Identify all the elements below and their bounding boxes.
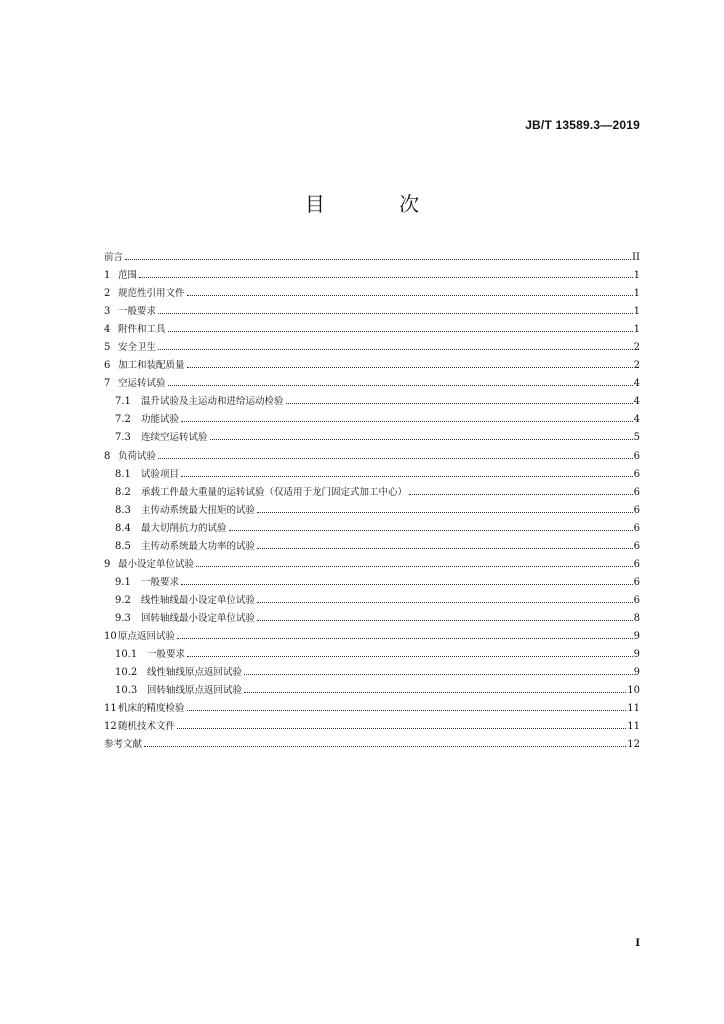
toc-entry-label: 回转轴线原点返回试验 xyxy=(147,685,243,697)
toc-entry-number: 8 xyxy=(104,450,111,462)
toc-entry-label: 温升试验及主运动和进给运动检验 xyxy=(141,396,284,408)
toc-entry-label: 线性轴线原点返回试验 xyxy=(147,667,243,679)
toc-entry-number: 8.4 xyxy=(115,522,131,534)
toc-entry-label: 随机技术文件 xyxy=(118,721,176,733)
toc-entry[interactable] xyxy=(104,574,640,592)
toc-entry-number: 10.2 xyxy=(115,667,138,679)
toc-entry-label: 试验项目 xyxy=(141,468,180,480)
toc-entry[interactable] xyxy=(104,267,640,285)
toc-entry-number: 8.2 xyxy=(115,486,131,498)
toc-dot-leader xyxy=(181,476,633,477)
toc-dot-leader xyxy=(177,638,633,639)
toc-entry[interactable] xyxy=(104,321,640,339)
toc-entry-page: 6 xyxy=(633,504,640,516)
toc-entry-number: 7.2 xyxy=(115,414,131,426)
toc-entry-label: 机床的精度检验 xyxy=(118,703,185,715)
toc-entry-page: 6 xyxy=(633,594,640,606)
toc-dot-leader xyxy=(257,512,633,513)
toc-dot-leader xyxy=(210,439,633,440)
toc-entry[interactable] xyxy=(104,285,640,303)
toc-entry-number: 7 xyxy=(104,378,111,390)
toc-entry-page: 6 xyxy=(633,468,640,480)
toc-dot-leader xyxy=(177,728,626,729)
toc-dot-leader xyxy=(286,403,633,404)
toc-entry[interactable] xyxy=(104,700,640,718)
toc-entry[interactable] xyxy=(104,375,640,393)
toc-dot-leader xyxy=(187,295,633,296)
toc-dot-leader xyxy=(187,710,627,711)
toc-entry-label: 主传动系统最大功率的试验 xyxy=(141,540,256,552)
toc-entry-label: 附件和工具 xyxy=(118,324,166,336)
toc-entry[interactable] xyxy=(104,429,640,447)
toc-entry-page: 6 xyxy=(633,450,640,462)
toc-entry-label: 功能试验 xyxy=(141,414,180,426)
toc-title: 目 次 xyxy=(304,192,454,216)
document-code: JB/T 13589.3—2019 xyxy=(525,118,640,132)
toc-entry-page: 6 xyxy=(633,522,640,534)
toc-entry-label: 参考文献 xyxy=(104,739,143,751)
toc-entry-page: 12 xyxy=(627,739,640,751)
toc-entry-label: 负荷试验 xyxy=(118,450,157,462)
toc-entry-label: 安全卫生 xyxy=(118,342,157,354)
toc-entry[interactable] xyxy=(104,466,640,484)
toc-entry-label: 最大切削抗力的试验 xyxy=(141,522,227,534)
toc-entry-label: 连续空运转试验 xyxy=(141,432,208,444)
toc-dot-leader xyxy=(187,367,633,368)
toc-entry-label: 范围 xyxy=(118,270,138,282)
toc-dot-leader xyxy=(144,746,626,747)
toc-entry[interactable] xyxy=(104,339,640,357)
toc-entry-number: 9.3 xyxy=(115,612,131,624)
toc-entry-number: 6 xyxy=(104,360,111,372)
toc-dot-leader xyxy=(257,548,633,549)
toc-entry-label: 规范性引用文件 xyxy=(118,288,185,300)
toc-entry[interactable] xyxy=(104,682,640,700)
toc-entry[interactable] xyxy=(104,448,640,466)
toc-entry-page: 6 xyxy=(633,486,640,498)
toc-entry-number: 9.2 xyxy=(115,594,131,606)
toc-entry-label: 一般要求 xyxy=(147,649,186,661)
toc-entry-page: 1 xyxy=(633,324,640,336)
toc-entry-label: 前言 xyxy=(104,252,124,263)
toc-entry-number: 7.1 xyxy=(115,396,131,408)
toc-entry-page: 1 xyxy=(633,306,640,318)
toc-entry-number: 9.1 xyxy=(115,576,131,588)
toc-entry-number: 8.3 xyxy=(115,504,131,516)
toc-entry-label: 回转轴线最小设定单位试验 xyxy=(141,612,256,624)
toc-entry[interactable] xyxy=(104,520,640,538)
toc-dot-leader xyxy=(158,313,633,314)
toc-entry-label: 一般要求 xyxy=(118,306,157,318)
toc-entry-number: 1 xyxy=(104,270,111,282)
toc-entry-page: 4 xyxy=(633,414,640,426)
toc-entry-number: 7.3 xyxy=(115,432,131,444)
table-of-contents xyxy=(104,249,640,754)
toc-entry[interactable] xyxy=(104,646,640,664)
toc-dot-leader xyxy=(139,277,633,278)
toc-entry-page: 2 xyxy=(633,342,640,354)
toc-entry[interactable] xyxy=(104,736,640,754)
toc-entry-number: 11 xyxy=(104,703,117,715)
toc-entry-page: 5 xyxy=(633,432,640,444)
toc-entry-label: 空运转试验 xyxy=(118,378,166,390)
toc-dot-leader xyxy=(244,692,626,693)
toc-entry-page: 8 xyxy=(633,612,640,624)
toc-entry-label: 最小设定单位试验 xyxy=(118,558,195,570)
toc-entry[interactable] xyxy=(104,556,640,574)
toc-entry-label: 原点返回试验 xyxy=(118,630,176,642)
toc-entry[interactable] xyxy=(104,538,640,556)
toc-entry[interactable] xyxy=(104,610,640,628)
toc-dot-leader xyxy=(257,620,633,621)
toc-entry[interactable] xyxy=(104,502,640,520)
toc-entry-label: 加工和装配质量 xyxy=(118,360,185,372)
toc-entry-number: 2 xyxy=(104,288,111,300)
toc-entry-number: 8.5 xyxy=(115,540,131,552)
toc-entry-page: 6 xyxy=(633,558,640,570)
page-number: I xyxy=(635,938,640,949)
toc-entry-number: 10.1 xyxy=(115,649,138,661)
toc-entry[interactable] xyxy=(104,249,640,267)
toc-entry-label: 一般要求 xyxy=(141,576,180,588)
toc-entry-page: 11 xyxy=(627,703,640,715)
toc-dot-leader xyxy=(229,530,633,531)
toc-entry-number: 5 xyxy=(104,342,111,354)
toc-dot-leader xyxy=(244,674,633,675)
toc-dot-leader xyxy=(257,602,633,603)
toc-entry[interactable] xyxy=(104,484,640,502)
toc-entry-number: 9 xyxy=(104,558,111,570)
toc-entry[interactable] xyxy=(104,664,640,682)
toc-entry-number: 12 xyxy=(104,721,117,733)
toc-dot-leader xyxy=(181,421,633,422)
toc-entry-page: 4 xyxy=(633,378,640,390)
toc-entry-page: II xyxy=(632,252,640,263)
toc-entry-page: 9 xyxy=(633,630,640,642)
toc-entry[interactable] xyxy=(104,592,640,610)
toc-entry-page: 10 xyxy=(627,685,640,697)
toc-entry-label: 承载工件最大重量的运转试验（仅适用于龙门固定式加工中心） xyxy=(141,486,408,498)
toc-dot-leader xyxy=(196,566,633,567)
toc-entry-label: 主传动系统最大扭矩的试验 xyxy=(141,504,256,516)
toc-entry[interactable] xyxy=(104,357,640,375)
toc-entry-page: 9 xyxy=(633,667,640,679)
toc-dot-leader xyxy=(187,656,633,657)
toc-entry-page: 1 xyxy=(633,270,640,282)
toc-entry-page: 9 xyxy=(633,649,640,661)
toc-entry-page: 4 xyxy=(633,396,640,408)
toc-entry-page: 2 xyxy=(633,360,640,372)
toc-dot-leader xyxy=(158,349,633,350)
toc-entry-label: 线性轴线最小设定单位试验 xyxy=(141,594,256,606)
toc-entry-page: 1 xyxy=(633,288,640,300)
toc-entry-number: 3 xyxy=(104,306,111,318)
toc-entry-page: 6 xyxy=(633,540,640,552)
toc-dot-leader xyxy=(181,584,633,585)
toc-entry[interactable] xyxy=(104,303,640,321)
toc-entry[interactable] xyxy=(104,628,640,646)
toc-dot-leader xyxy=(125,259,631,260)
toc-dot-leader xyxy=(168,385,633,386)
toc-entry-number: 10.3 xyxy=(115,685,138,697)
toc-entry-number: 10 xyxy=(104,630,117,642)
toc-entry[interactable] xyxy=(104,718,640,736)
toc-dot-leader xyxy=(409,494,633,495)
toc-dot-leader xyxy=(158,458,633,459)
toc-entry-page: 6 xyxy=(633,576,640,588)
toc-entry-number: 8.1 xyxy=(115,468,131,480)
toc-entry[interactable] xyxy=(104,411,640,429)
toc-entry-number: 4 xyxy=(104,324,111,336)
toc-entry-page: 11 xyxy=(627,721,640,733)
toc-dot-leader xyxy=(168,331,633,332)
toc-entry[interactable] xyxy=(104,393,640,411)
